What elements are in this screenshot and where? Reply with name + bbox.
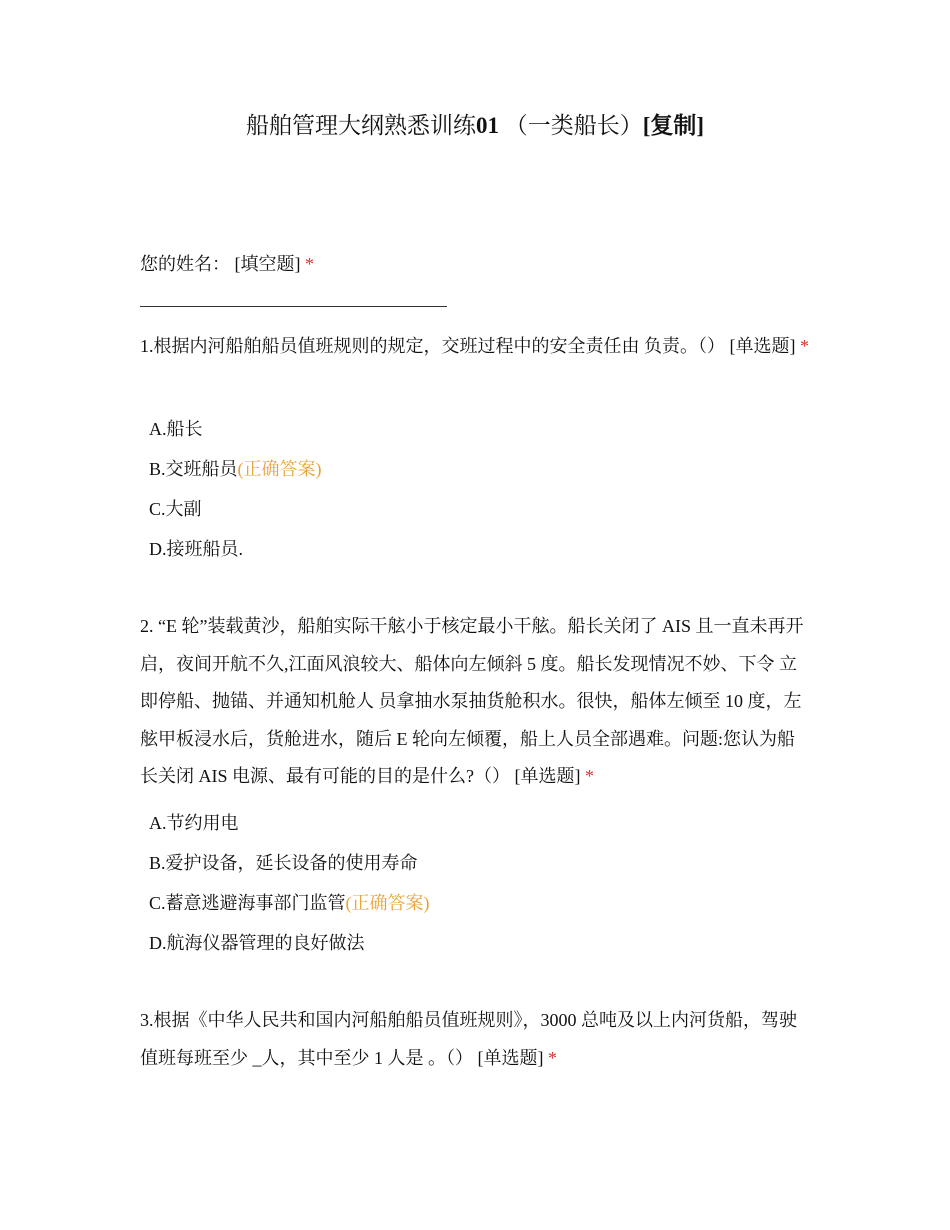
option-label: D.航海仪器管理的良好做法 <box>149 933 365 953</box>
question-type: [单选题] <box>477 1047 544 1068</box>
question-type: [填空题] <box>234 254 301 274</box>
title-category: （一类船长） <box>498 113 643 138</box>
copy-tag: [复制] <box>642 113 705 138</box>
question-text: 1.根据内河船舶船员值班规则的规定，交班过程中的安全责任由 负责。（） <box>140 336 725 356</box>
option-label: D.接班船员. <box>149 539 243 559</box>
question-3 <box>140 1002 812 1077</box>
title-number: 01 <box>475 113 499 138</box>
option-b[interactable] <box>149 449 322 489</box>
option-label: B.爱护设备，延长设备的使用寿命 <box>149 853 418 873</box>
option-d[interactable] <box>149 923 430 963</box>
title-prefix: 船舶管理大纲熟悉训练 <box>245 113 476 138</box>
question-type: [单选题] <box>729 336 796 356</box>
page-title <box>0 108 950 144</box>
option-d[interactable] <box>149 529 322 569</box>
option-label: A.节约用电 <box>149 813 239 833</box>
option-label: A.船长 <box>149 419 203 439</box>
name-question <box>140 248 314 280</box>
name-input-line[interactable] <box>140 306 447 307</box>
option-a[interactable] <box>149 803 430 843</box>
question-text: 2. “E 轮”装载黄沙，船舶实际干舷小于核定最小干舷。船长关闭了 AIS 且一直未再开启，夜间开航不久,江面风浪较大、船体向左倾斜 5 度。船长发现情况不妙、下令 立即停船、抛锚、并通知机舱人 员拿抽水泵抽货舱积水。很快，船体左倾至 10 度，左舷甲板浸水后，货舱进水，随后 E 轮向左倾覆，船上人员全部遇难。问题:您认为船长关闭 AIS 电源、最有可能的目的是什么?（） <box>140 616 804 786</box>
option-label: C.大副 <box>149 499 202 519</box>
question-1 <box>140 328 812 366</box>
option-c[interactable] <box>149 489 322 529</box>
question-1-options <box>149 409 322 569</box>
option-a[interactable] <box>149 409 322 449</box>
correct-answer-tag: (正确答案) <box>345 893 430 913</box>
question-text: 3.根据《中华人民共和国内河船舶船员值班规则》，3000 总吨及以上内河货船，驾驶值班每班至少 _人，其中至少 1 人是 。（） <box>140 1010 797 1068</box>
name-label: 您的姓名： <box>140 254 230 274</box>
required-mark: * <box>305 254 314 274</box>
option-label: C.蓄意逃避海事部门监管 <box>149 893 346 913</box>
option-label: B.交班船员 <box>149 459 238 479</box>
correct-answer-tag: (正确答案) <box>237 459 322 479</box>
option-b[interactable] <box>149 843 430 883</box>
question-2 <box>140 608 812 796</box>
option-c[interactable] <box>149 883 430 923</box>
question-2-options <box>149 803 430 963</box>
required-mark: * <box>548 1047 557 1068</box>
required-mark: * <box>800 336 809 356</box>
question-type: [单选题] <box>514 766 581 786</box>
required-mark: * <box>585 766 594 786</box>
